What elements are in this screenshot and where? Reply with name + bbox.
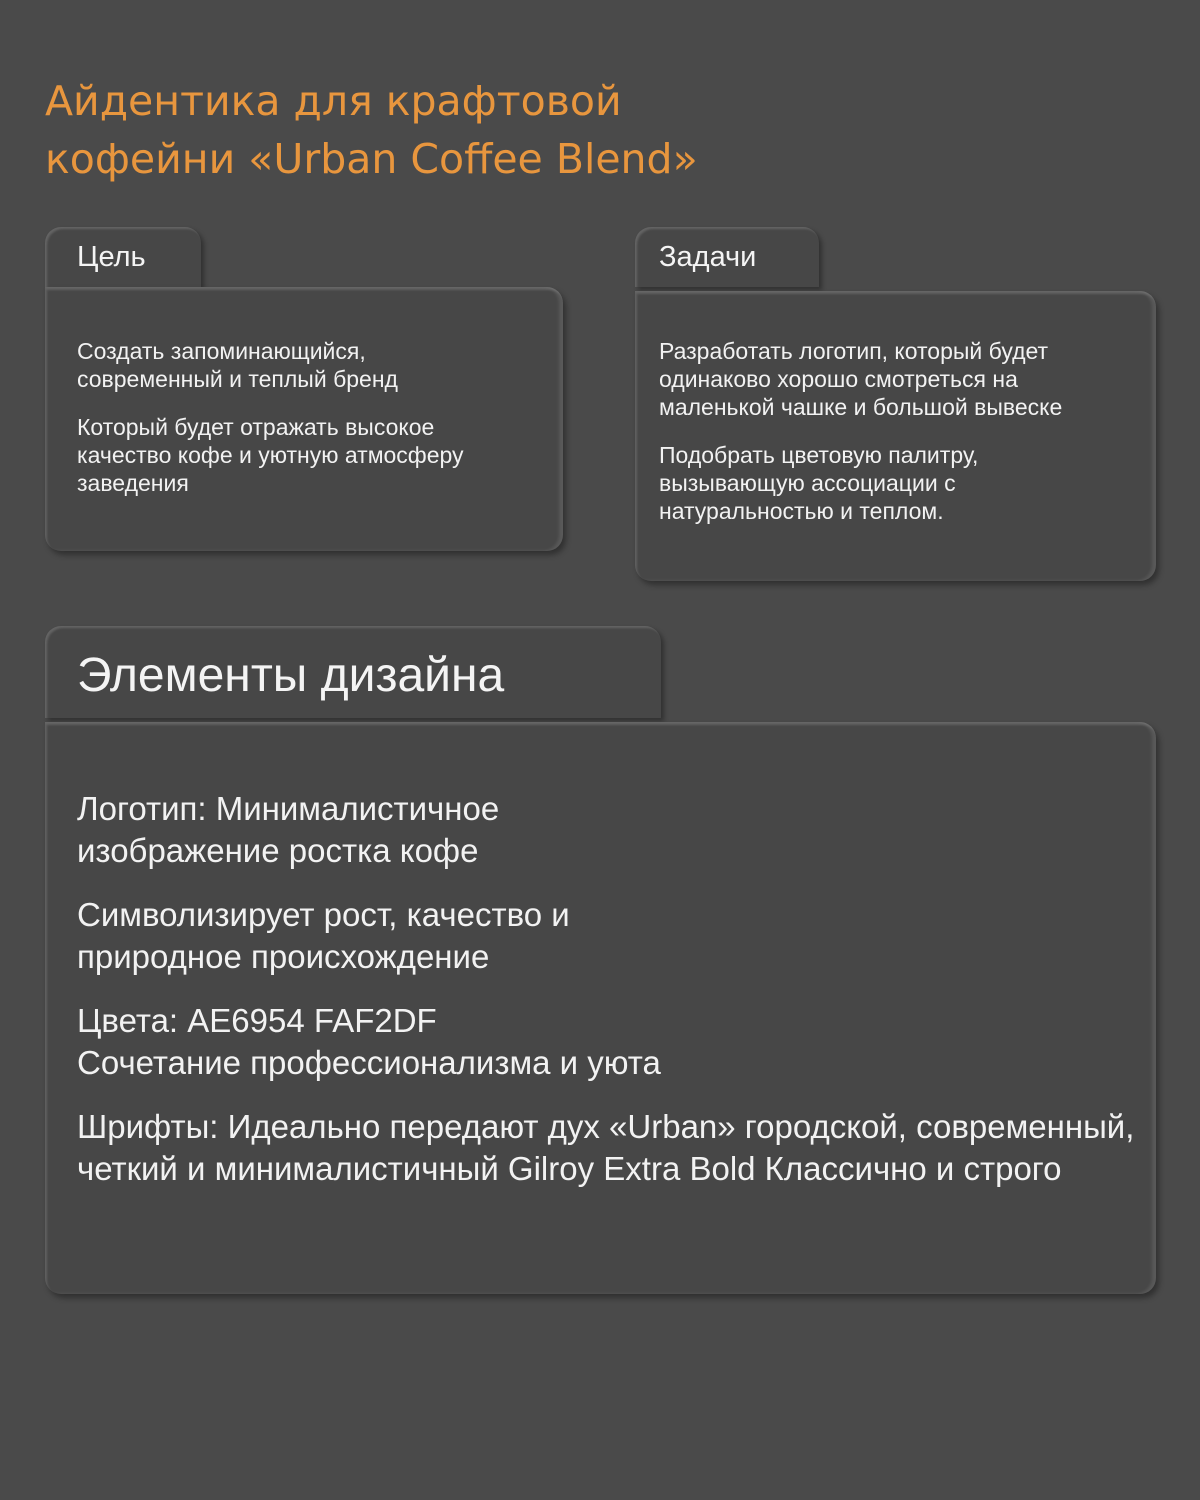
- design-colors-block: [77, 1000, 1126, 1084]
- goal-tab-label: Цель: [77, 241, 146, 273]
- tasks-paragraph-1: Разработать логотип, который будет одинаково хорошо смотреться на маленькой чашке и большой вывеске: [659, 338, 1063, 420]
- design-symbolism-text: Символизирует рост, качество и природное происхождение: [77, 896, 570, 975]
- tasks-card: [635, 291, 1156, 581]
- goal-paragraph-2: Который будет отражать высокое качество кофе и уютную атмосферу заведения: [77, 414, 464, 496]
- goal-tab: [45, 227, 201, 287]
- design-elements-tab-label: Элементы дизайна: [77, 649, 505, 702]
- design-fonts-text: Шрифты: Идеально передают дух «Urban» городской, современный, четкий и минималистичный Gilroy Extra Bold Классично и строго: [77, 1108, 1135, 1187]
- page-title-line-2: кофейни «Urban Coffee Blend»: [45, 135, 698, 183]
- goal-paragraph-1: Создать запоминающийся, современный и теплый бренд: [77, 338, 398, 392]
- design-colors-text: Цвета: AE6954 FAF2DF: [77, 1002, 437, 1039]
- tasks-tab-label: Задачи: [659, 241, 757, 273]
- tasks-tab: [635, 227, 819, 287]
- tasks-paragraph-2: Подобрать цветовую палитру, вызывающую ассоциации с натуральностью и теплом.: [659, 442, 979, 524]
- design-logo-text: Логотип: Минималистичное изображение ростка кофе: [77, 790, 500, 869]
- design-elements-tab: [45, 626, 661, 718]
- design-elements-card: [45, 722, 1156, 1294]
- page-title: [45, 72, 698, 188]
- goal-card: [45, 287, 563, 551]
- design-colors-description: Сочетание профессионализма и уюта: [77, 1044, 661, 1081]
- page-title-line-1: Айдентика для крафтовой: [45, 77, 622, 125]
